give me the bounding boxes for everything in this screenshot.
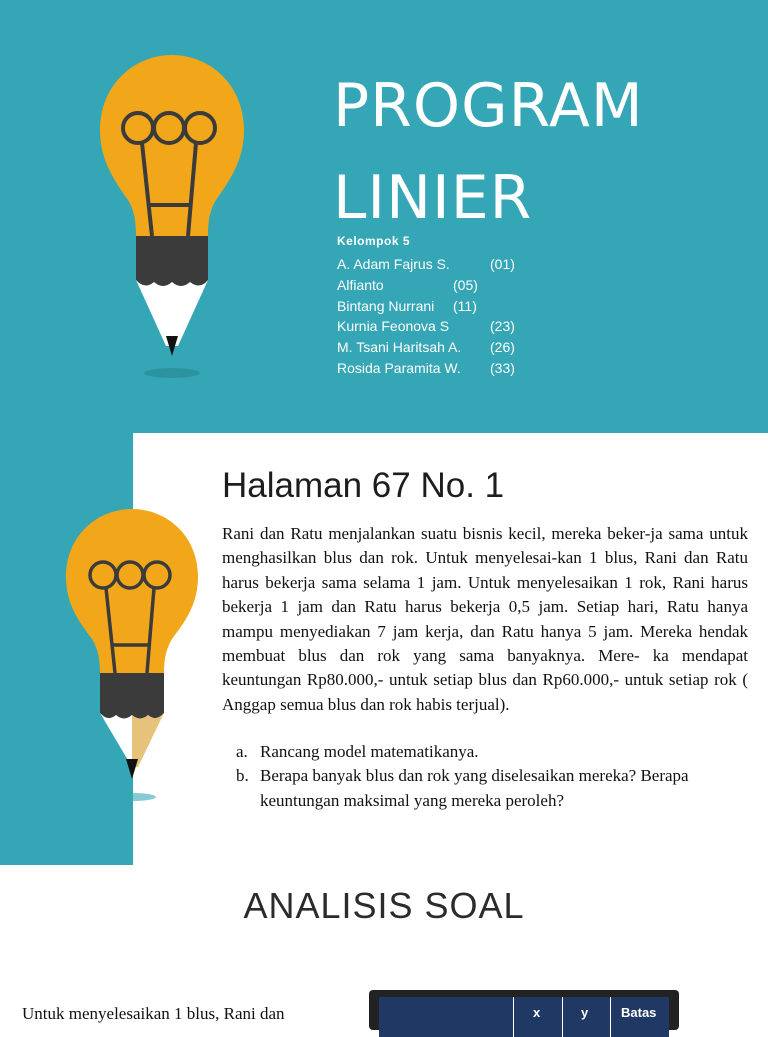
member-number: (11) <box>453 297 477 314</box>
question-item <box>222 764 748 813</box>
member-name: M. Tsani Haritsah A. <box>337 339 462 356</box>
table-header-y: y <box>581 1005 589 1020</box>
member-number: (23) <box>490 318 515 335</box>
member-row <box>337 254 515 275</box>
problem-text: Rani dan Ratu menjalankan suatu bisnis kecil, mereka beker-ja sama untuk menghasilkan blus dan rok. Untuk menyelesai-kan 1 blus, Rani dan Ratu harus bekerja sama selama 1 jam. Untuk menyelesaikan 1 rok, Rani harus bekerja 1 jam dan Ratu harus bekerja 0,5 jam. Setiap hari, Ratu hanya mampu menyediakan 7 jam kerja, dan Ratu hanya 5 jam. Mereka hendak membuat blus dan rok yang sama banyaknya. Mere- ka mendapat keuntungan Rp80.000,- untuk setiap blus dan Rp60.000,- untuk setiap rok ( Anggap semua blus dan rok habis terjual). <box>222 524 748 714</box>
question-letter: b. <box>236 766 249 786</box>
member-row <box>337 275 478 296</box>
member-name: Bintang Nurrani <box>337 297 435 314</box>
member-name: Alfianto <box>337 276 384 293</box>
table-divider <box>513 997 514 1037</box>
title-line-2: LINIER <box>333 163 533 233</box>
table-header-x: x <box>533 1005 541 1020</box>
table-divider <box>562 997 563 1037</box>
lightbulb-pencil-icon <box>62 505 202 810</box>
member-row <box>337 358 515 379</box>
question-letter: a. <box>236 742 248 761</box>
member-row <box>337 316 515 337</box>
question-list <box>222 740 748 813</box>
analysis-text: Untuk menyelesaikan 1 blus, Rani dan <box>22 1004 285 1023</box>
member-number: (05) <box>453 276 478 293</box>
member-list <box>337 254 515 379</box>
member-name: Kurnia Feonova S <box>337 318 450 335</box>
lightbulb-pencil-icon <box>92 50 252 390</box>
question-text: Berapa banyak blus dan rok yang diselesaikan mereka? Berapa keuntungan maksimal yang mereka peroleh? <box>260 766 689 810</box>
member-number: (01) <box>490 256 515 272</box>
title-line-1: PROGRAM <box>333 71 644 141</box>
group-heading: Kelompok 5 <box>337 234 411 248</box>
table-divider <box>610 997 611 1037</box>
member-number: (33) <box>490 359 515 376</box>
member-name: Rosida Paramita W. <box>337 359 461 376</box>
member-row <box>337 296 477 317</box>
analysis-table <box>369 990 679 1030</box>
question-text: Rancang model matematikanya. <box>260 742 479 761</box>
question-item <box>222 740 748 764</box>
title-slide <box>0 0 768 433</box>
table-header-row <box>379 997 669 1037</box>
presentation-title <box>333 60 644 244</box>
analysis-title: ANALISIS SOAL <box>243 885 525 926</box>
member-row <box>337 337 515 358</box>
member-name: A. Adam Fajrus S. <box>337 256 450 272</box>
member-number: (26) <box>490 339 515 356</box>
table-header-batas: Batas <box>621 1005 657 1020</box>
problem-title: Halaman 67 No. 1 <box>222 466 505 505</box>
